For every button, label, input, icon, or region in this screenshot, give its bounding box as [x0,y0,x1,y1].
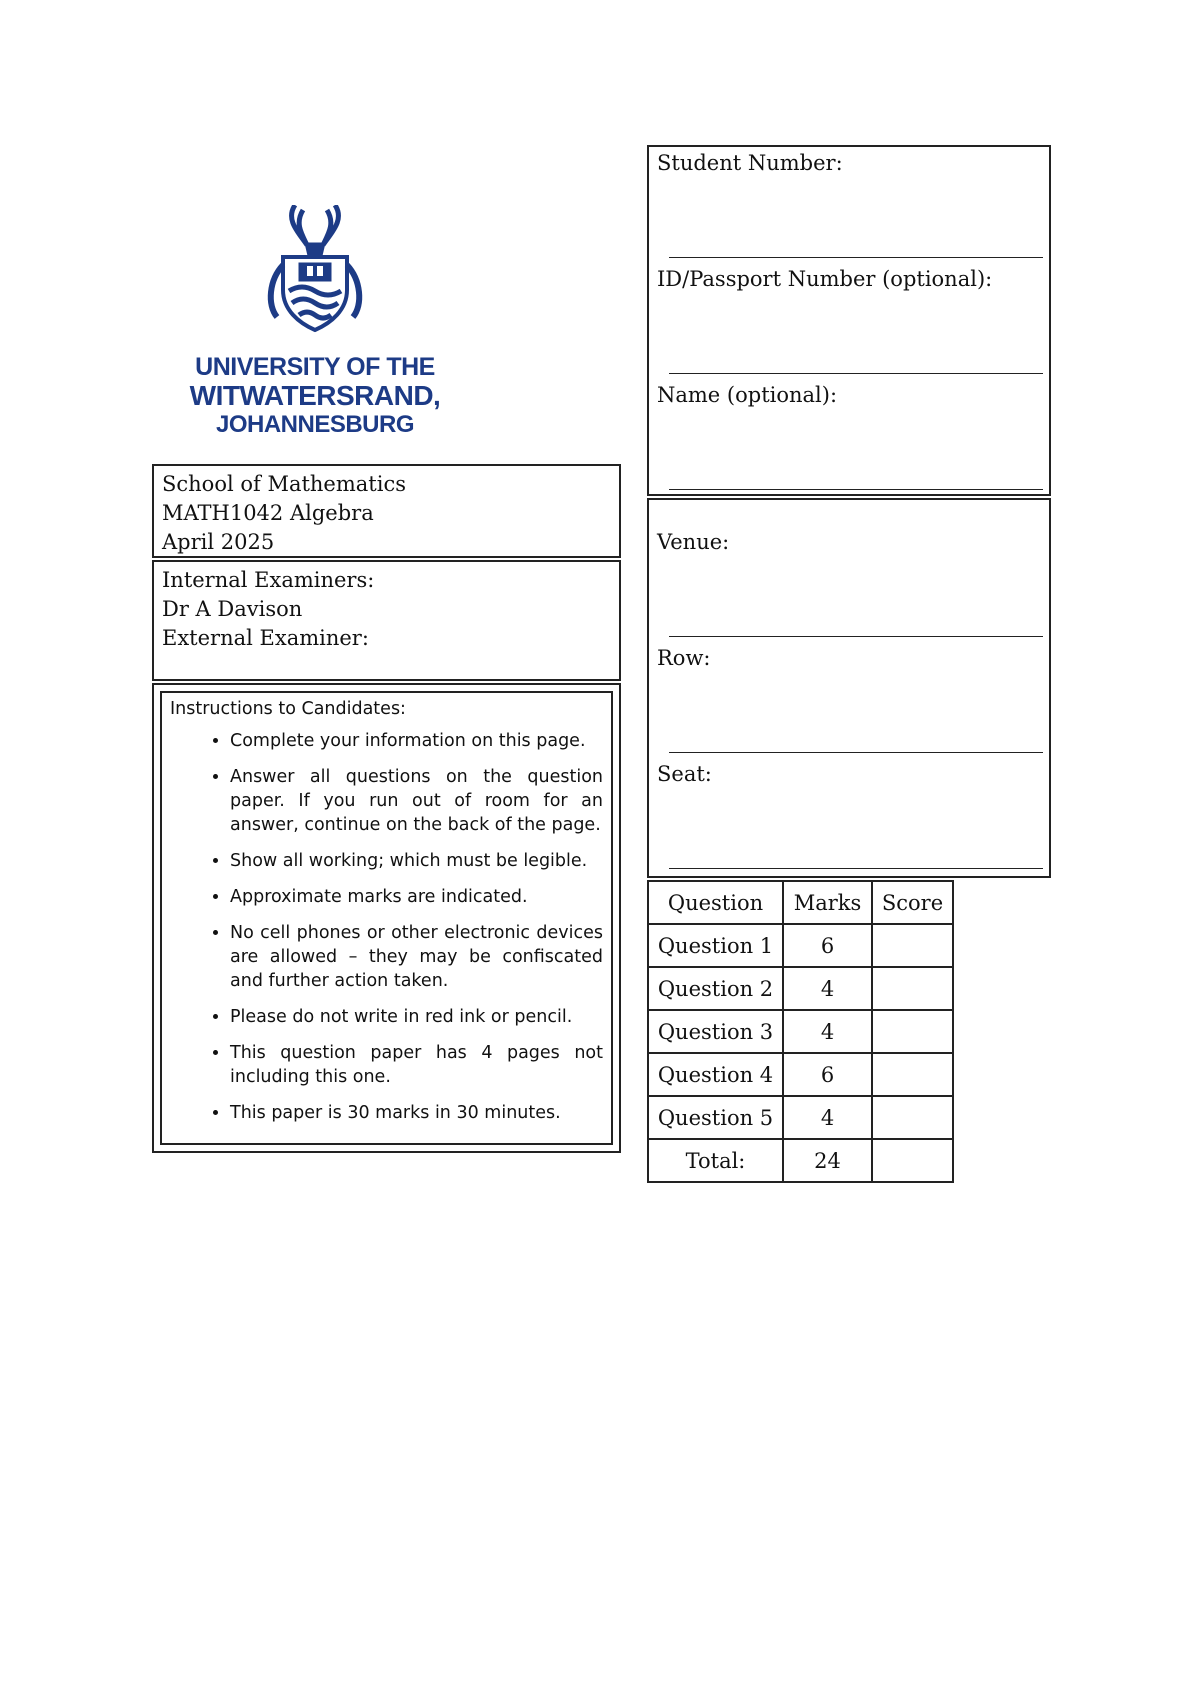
score-cell[interactable] [872,1053,953,1096]
total-label: Total: [648,1139,783,1182]
instruction-item: • Show all working; which must be legible. [230,849,603,873]
score-cell[interactable] [872,967,953,1010]
id-passport-line[interactable] [669,373,1043,374]
course-code-title: MATH1042 Algebra [162,501,374,525]
total-marks: 24 [783,1139,872,1182]
logo-line-3: JOHANNESBURG [215,411,415,438]
instructions-list [170,729,603,1125]
instruction-item: • Answer all questions on the question paper. If you run out of room for an answer, continue on the back of the page. [230,765,603,837]
table-row [648,1010,953,1053]
student-number-line[interactable] [669,257,1043,258]
id-passport-label: ID/Passport Number (optional): [657,267,993,291]
instructions-title: Instructions to Candidates: [170,699,406,719]
score-cell[interactable] [872,924,953,967]
question-cell: Question 5 [648,1096,783,1139]
marks-cell: 4 [783,967,872,1010]
table-row [648,1096,953,1139]
row-line[interactable] [669,752,1043,753]
marks-table [647,880,954,1183]
venue-details-box [647,498,1051,878]
seat-label: Seat: [657,762,712,786]
student-details-box [647,145,1051,496]
table-header-row [648,881,953,924]
venue-line[interactable] [669,636,1043,637]
table-total-row [648,1139,953,1182]
table-row [648,1053,953,1096]
university-logo [180,205,450,445]
logo-line-2: WITWATERSRAND, [189,380,441,411]
instruction-item: • No cell phones or other electronic devices are allowed – they may be confiscated and further action taken. [230,921,603,993]
instruction-item: • Complete your information on this page. [230,729,603,753]
internal-examiners-label: Internal Examiners: [162,568,375,592]
seat-line[interactable] [669,868,1043,869]
external-examiner-label: External Examiner: [162,626,369,650]
kudu-crest-icon [255,205,375,340]
question-cell: Question 4 [648,1053,783,1096]
examiners-box [152,560,621,681]
instruction-item: • Approximate marks are indicated. [230,885,603,909]
score-cell[interactable] [872,1010,953,1053]
student-number-label: Student Number: [657,151,843,175]
marks-cell: 4 [783,1010,872,1053]
marks-cell: 4 [783,1096,872,1139]
total-score-cell[interactable] [872,1139,953,1182]
header-marks: Marks [783,881,872,924]
instruction-item: • Please do not write in red ink or pencil. [230,1005,603,1029]
header-question: Question [648,881,783,924]
instructions-inner [160,691,613,1145]
marks-cell: 6 [783,1053,872,1096]
name-label: Name (optional): [657,383,838,407]
table-row [648,924,953,967]
internal-examiner-name: Dr A Davison [162,597,303,621]
instructions-box [152,683,621,1153]
question-cell: Question 3 [648,1010,783,1053]
question-cell: Question 2 [648,967,783,1010]
marks-cell: 6 [783,924,872,967]
table-row [648,967,953,1010]
instruction-item: • This paper is 30 marks in 30 minutes. [230,1101,603,1125]
score-cell[interactable] [872,1096,953,1139]
venue-label: Venue: [657,530,730,554]
header-score: Score [872,881,953,924]
logo-line-1: UNIVERSITY OF THE [195,353,435,381]
instruction-item: • This question paper has 4 pages not including this one. [230,1041,603,1089]
name-line[interactable] [669,489,1043,490]
course-info-box [152,464,621,558]
school-name: School of Mathematics [162,472,406,496]
row-label: Row: [657,646,711,670]
question-cell: Question 1 [648,924,783,967]
exam-date: April 2025 [162,530,275,554]
